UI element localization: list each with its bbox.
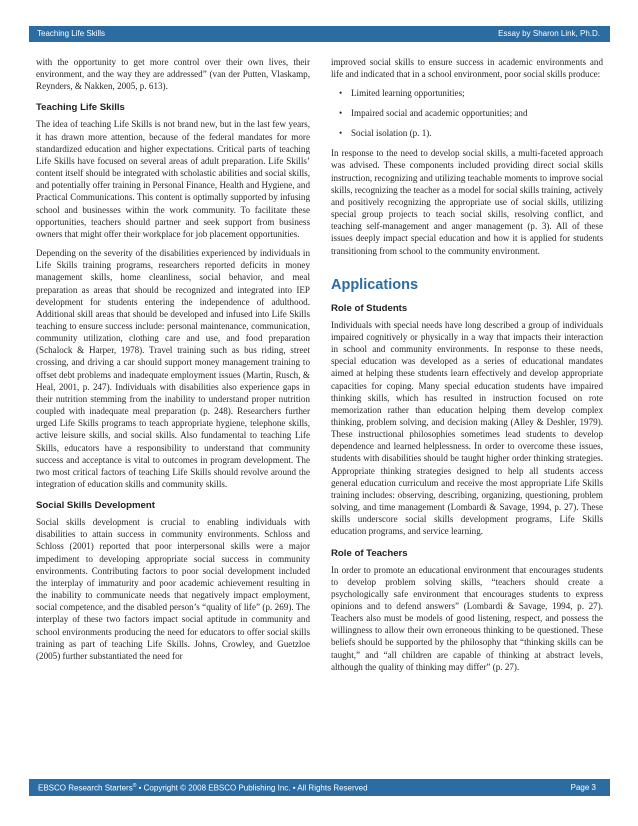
paragraph: Social skills development is crucial to enabling individuals with disabilities to attain success in community environments. Schloss and Schloss (2001) reported that poor interpersonal skills were a major impediment to developing appropriate social success in community environments. Contributing factors to poor social development included the interplay of immaturity and poor academic achievement resulting in the inability to communicate needs that negatively impact employment, social competence, and the disabled person’s “quality of life” (p. 269). The interplay of these two factors impact social aptitude in community and school environments producing the need for educators to offer social skills training as part of teaching Life Skills. Johns, Crowley, and Guetzloe (2005) further substantiated the need for [36, 517, 310, 661]
paragraph: Individuals with special needs have long described a group of individuals impaired cognitively or physically in a way that impacts their interaction in school and community environments. In response to these needs, special education was developed as a series of educational mandates aimed at helping these students learn effectively and develop appropriate capacities for coping. Many special education students have impaired thinking skills, which has resulted in instruction focused on rote memorization rather than education helping them develop complex thinking, problem solving, and decision making (Alley & Deshler, 1979). These instructional philosophies sometimes lead students to develop dependence and learned helplessness. In order to overcome these issues, students with disabilities should be taught higher order thinking strategies. Appropriate thinking strategies designed to help all students access general education curriculum and receive the most appropriate Life Skills training includes: observing, describing, organizing, questioning, problem solving, and time management (Lombardi & Savage, 1994, p. 27). These skills underscore social skills development programs, Life Skills education programs, and service learning. [331, 319, 603, 537]
paragraph: In response to the need to develop social skills, a multi-faceted approach was advised. These components included providing direct social skills instruction, recognizing and utilizing teachable moments to improve social skills, recognizing the teacher as a model for social skills training, actively and positively recognizing the appropriate use of social skills, utilizing special group projects to teach social skills, resolving conflict, and teaching self-management and anger management (p. 3). All of these issues deeply impact special education and how it is applied for students transitioning from school to the community environment. [331, 148, 603, 256]
footer-bar [29, 779, 610, 796]
paragraph: improved social skills to ensure success in academic environments and life and indicated that in a school environment, poor social skills produce: [331, 57, 603, 80]
paragraph: with the opportunity to get more control over their own lives, their environment, and the way they are addressed” (van der Putten, Vlaskamp, Reynders, & Nakken, 2005, p. 613). [36, 57, 310, 92]
header-bar [29, 26, 610, 42]
paragraph: Depending on the severity of the disabilities experienced by individuals in Life Skills training programs, researchers reported deficits in money management skills, home cleanliness, social behavior, and meal preparation as areas that should be recognized and integrated into IEP development for students entering the independence of adulthood. Additional skill areas that should be developed and infused into Life Skills teaching to ensure success include: personal maintenance, communication, community utilization, clothing care and use, and food preparation (Schalock & Harper, 1978). Travel training such as bus riding, street crossing, and driving a car should support money management training to offset debt problems and inadequate employment issues (Martin, Rusch, & Heal, 2001, p. 247). Individuals with disabilities also experience gaps in their nutrition stemming from the inability to understand proper nutrition coupled with inadequate meal preparation (p. 248). Researchers further urged Life Skills programs to teach appropriate hygiene, telephone skills, active leisure skills, and social skills. Also fundamental to teaching Life Skills, educators have a responsibility to understand that community success and acceptance is vital to outcomes in program development. The two most critical factors of teaching Life Skills should revolve around the integration of education skills and community skills. [36, 248, 310, 489]
list-item: • Limited learning opportunities; [339, 87, 603, 99]
left-column [36, 56, 310, 669]
footer-copyright [38, 783, 368, 793]
header-author: Essay by Sharon Link, Ph.D. [498, 29, 600, 38]
section-heading-social-skills: Social Skills Development [36, 500, 155, 512]
section-title-applications: Applications [331, 276, 419, 293]
right-column [331, 56, 603, 680]
footer-rights: • Copyright © 2008 EBSCO Publishing Inc. • All Rights Reserved [136, 783, 368, 793]
paragraph: The idea of teaching Life Skills is not brand new, but in the last few years, it has drawn more attention, because of the federal mandates for more standardized education and higher expectations. Critical parts of teaching Life Skills have focused on several areas of adult preparation. Life Skills’ content itself should be integrated with scholastic abilities and social skills, and potentially offer training in Personal Finance, Health and Hygiene, and Practical Communications. This content is optimally supported by infusing school and businesses within the work community. To facilitate these opportunities, teachers should partner and seek support from business owners that might offer their workplace for job placement opportunities. [36, 119, 310, 239]
registered-mark: ® [132, 783, 137, 789]
section-heading-teaching-life-skills: Teaching Life Skills [36, 102, 125, 114]
list-item: • Impaired social and academic opportunities; and [339, 107, 603, 119]
footer-brand: EBSCO Research Starters [38, 783, 133, 793]
list-item: • Social isolation (p. 1). [339, 127, 603, 139]
section-heading-role-of-students: Role of Students [331, 302, 408, 314]
paragraph: In order to promote an educational environment that encourages students to develop problem solving skills, “teachers should create a psychologically safe environment that encourages students to express opinions and to defend answers” (Lombardi & Savage, 1994, p. 27). Teachers also must be models of good listening, respect, and possess the willingness to allow their own erroneous thinking to be questioned. These beliefs should be supported by the philosophy that “thinking skills can be taught,” and “all children are capable of thinking at abstract levels, although the quality of thinking may differ” (p. 27). [331, 564, 603, 672]
page-number: Page 3 [570, 783, 596, 792]
bullet-list [331, 87, 603, 139]
header-title: Teaching Life Skills [37, 29, 106, 38]
section-heading-role-of-teachers: Role of Teachers [331, 547, 408, 559]
